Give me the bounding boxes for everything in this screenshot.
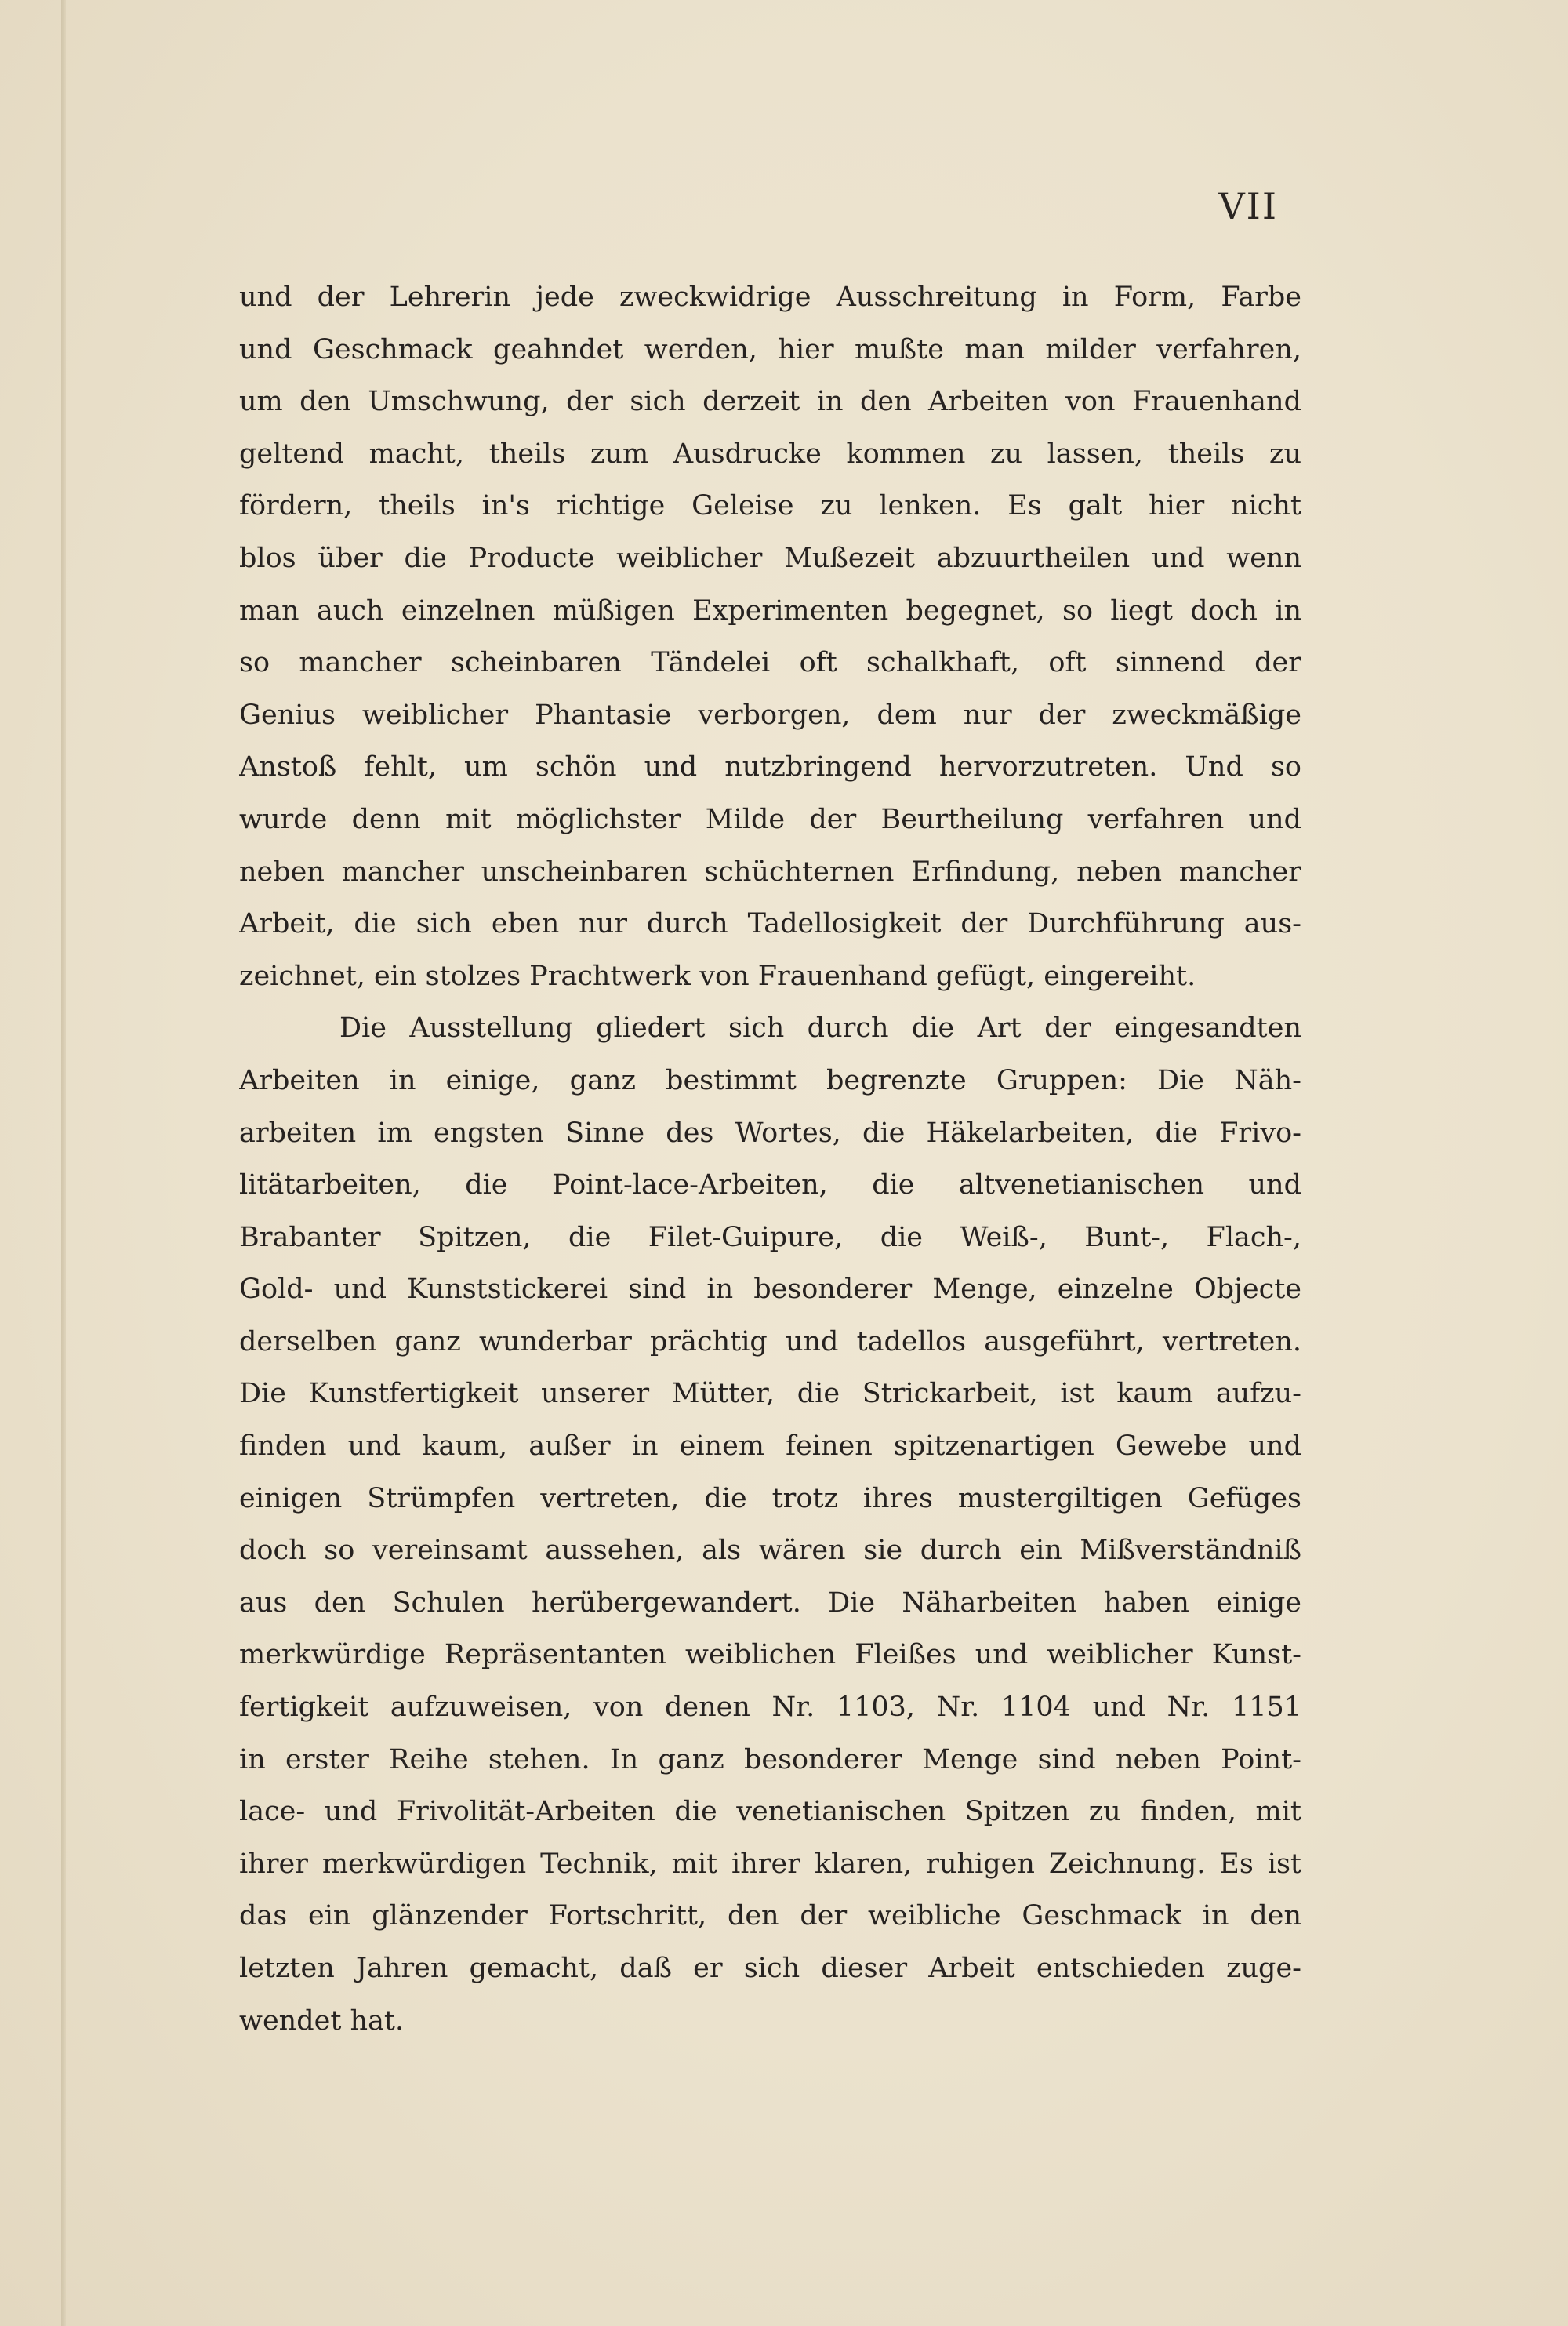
text-line: Die Kunstfertigkeit unserer Mütter, die Strickarbeit, ist kaum aufzu- xyxy=(239,1378,1301,1410)
text-line: in erster Reihe stehen. In ganz besonderer Menge sind neben Point- xyxy=(239,1743,1301,1775)
text-line: doch so vereinsamt aussehen, als wären sie durch ein Mißverständniß xyxy=(239,1535,1301,1567)
text-line: so mancher scheinbaren Tändelei oft schalkhaft, oft sinnend der xyxy=(239,647,1301,679)
text-line: Gold- und Kunststickerei sind in besonderer Menge, einzelne Objecte xyxy=(239,1274,1301,1306)
text-line: Die Ausstellung gliedert sich durch die Art der eingesandten xyxy=(339,1012,1301,1045)
text-line: zeichnet, ein stolzes Prachtwerk von Frauenhand gefügt, eingereiht. xyxy=(239,960,1196,992)
text-line: litätarbeiten, die Point-lace-Arbeiten, die altvenetianischen und xyxy=(239,1169,1301,1201)
text-line: Brabanter Spitzen, die Filet-Guipure, die Weiß-, Bunt-, Flach-, xyxy=(239,1221,1301,1253)
text-line: wendet hat. xyxy=(239,2004,405,2037)
text-line: merkwürdige Repräsentanten weiblichen Fleißes und weiblicher Kunst- xyxy=(239,1639,1301,1671)
text-line: wurde denn mit möglichster Milde der Beurtheilung verfahren und xyxy=(239,803,1301,835)
binding-edge xyxy=(61,0,66,2326)
text-line: arbeiten im engsten Sinne des Wortes, die Häkelarbeiten, die Frivo- xyxy=(239,1117,1301,1149)
text-line: Genius weiblicher Phantasie verborgen, dem nur der zweckmäßige xyxy=(239,699,1301,731)
text-line: letzten Jahren gemacht, daß er sich dieser Arbeit entschieden zuge- xyxy=(239,1953,1301,1984)
text-line: neben mancher unscheinbaren schüchternen Erfindung, neben mancher xyxy=(239,856,1301,888)
text-line: einigen Strümpfen vertreten, die trotz ihres mustergiltigen Gefüges xyxy=(239,1482,1301,1514)
text-line: geltend macht, theils zum Ausdrucke kommen zu lassen, theils zu xyxy=(239,438,1301,470)
text-line: derselben ganz wunderbar prächtig und tadellos ausgeführt, vertreten. xyxy=(239,1325,1301,1357)
paragraph-2 xyxy=(239,1002,1301,2047)
text-line: finden und kaum, außer in einem feinen spitzenartigen Gewebe und xyxy=(239,1430,1301,1463)
text-line: Arbeit, die sich eben nur durch Tadellosigkeit der Durchführung aus- xyxy=(239,908,1301,940)
paragraph-1 xyxy=(239,271,1301,1002)
text-line: fördern, theils in's richtige Geleise zu lenken. Es galt hier nicht xyxy=(239,490,1301,522)
text-line: ihrer merkwürdigen Technik, mit ihrer klaren, ruhigen Zeichnung. Es ist xyxy=(239,1848,1301,1880)
text-line: und Geschmack geahndet werden, hier mußte man milder verfahren, xyxy=(239,333,1301,365)
text-line: lace- und Frivolität-Arbeiten die venetianischen Spitzen zu finden, mit xyxy=(239,1796,1301,1828)
text-line: Anstoß fehlt, um schön und nutzbringend hervorzutreten. Und so xyxy=(239,751,1301,783)
text-line: blos über die Producte weiblicher Mußezeit abzuurtheilen und wenn xyxy=(239,542,1301,574)
text-line: aus den Schulen herübergewandert. Die Näharbeiten haben einige xyxy=(239,1586,1301,1619)
text-line: um den Umschwung, der sich derzeit in den Arbeiten von Frauenhand xyxy=(239,386,1301,418)
body-text xyxy=(239,271,1301,2047)
text-line: Arbeiten in einige, ganz bestimmt begrenzte Gruppen: Die Näh- xyxy=(239,1064,1301,1096)
text-line: das ein glänzender Fortschritt, den der weibliche Geschmack in den xyxy=(239,1900,1301,1932)
text-line: man auch einzelnen müßigen Experimenten begegnet, so liegt doch in xyxy=(239,594,1301,627)
text-line: und der Lehrerin jede zweckwidrige Ausschreitung in Form, Farbe xyxy=(239,282,1301,313)
page-number: VII xyxy=(1218,185,1278,227)
text-line: fertigkeit aufzuweisen, von denen Nr. 1103, Nr. 1104 und Nr. 1151 xyxy=(239,1692,1301,1724)
